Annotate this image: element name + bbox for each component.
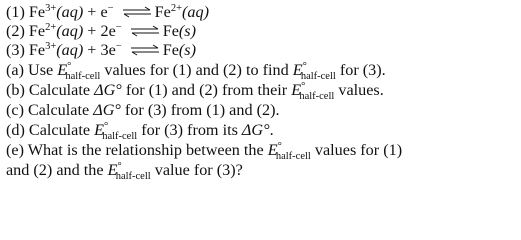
reactant-charge: 3+ — [45, 3, 57, 14]
part-b-text: for (1) and (2) from their — [121, 81, 292, 99]
half-cell-subscript: half-cell — [115, 171, 151, 182]
part-e-text: and (2) and the — [6, 161, 108, 179]
electrons: e — [100, 3, 108, 21]
potential-symbol: E — [267, 141, 278, 159]
part-d — [6, 121, 274, 142]
standard-degree: ° — [103, 121, 109, 132]
gibbs-symbol: ΔG° — [241, 121, 270, 139]
electrons: 2e — [100, 22, 116, 40]
standard-degree: ° — [277, 141, 282, 152]
reactant-species: Fe — [28, 3, 46, 21]
potential-symbol: E — [107, 161, 118, 179]
reaction-number: (3) — [6, 41, 25, 59]
reaction-2 — [6, 22, 196, 40]
equilibrium-arrow-icon — [122, 6, 152, 18]
electron-charge: − — [115, 41, 122, 52]
reactant-species: Fe — [28, 22, 46, 40]
reactant-phase: (aq) — [56, 22, 84, 40]
part-d-text: (d) Calculate — [6, 121, 95, 139]
half-cell-subscript: half-cell — [65, 71, 101, 82]
half-cell-subscript: half-cell — [300, 71, 336, 82]
standard-degree: ° — [67, 61, 72, 72]
reactant-phase: (aq) — [56, 41, 84, 59]
product-phase: (s) — [178, 41, 197, 59]
reactant-species: Fe — [28, 41, 46, 59]
standard-degree: ° — [117, 161, 122, 172]
half-cell-subscript: half-cell — [275, 151, 311, 162]
potential-symbol: E — [94, 121, 104, 139]
part-a-text: (a) Use — [6, 61, 58, 79]
part-b-text: (b) Calculate — [6, 81, 95, 99]
part-a-text: values for (1) and (2) to find — [100, 61, 293, 79]
standard-degree: ° — [302, 61, 307, 72]
part-e-text: values for (1) — [310, 141, 403, 159]
reaction-number: (1) — [6, 3, 25, 21]
plus-sign: + — [87, 41, 97, 59]
gibbs-symbol: ΔG° — [94, 81, 122, 99]
potential-symbol: E — [292, 61, 303, 79]
product-species: Fe — [154, 3, 171, 21]
reactant-charge: 3+ — [45, 41, 57, 52]
part-c — [6, 101, 280, 119]
reaction-number: (2) — [6, 22, 25, 40]
equilibrium-arrow-icon — [130, 44, 160, 56]
part-e-text: (e) What is the relationship between the — [6, 141, 268, 159]
reaction-3 — [6, 41, 196, 59]
part-d-text: . — [269, 121, 274, 139]
electron-charge: − — [107, 3, 114, 14]
potential-symbol: E — [57, 61, 68, 79]
equilibrium-arrow-icon — [130, 25, 160, 37]
product-phase: (aq) — [182, 3, 209, 21]
part-e-line-1 — [6, 141, 403, 162]
product-species: Fe — [162, 41, 179, 59]
product-charge: 2+ — [170, 3, 182, 14]
part-d-text: for (3) from its — [137, 121, 242, 139]
part-a-text: for (3). — [335, 61, 386, 79]
part-c-text: (c) Calculate — [6, 101, 94, 119]
reactant-phase: (aq) — [56, 3, 84, 21]
product-species: Fe — [162, 22, 179, 40]
part-b — [6, 81, 384, 102]
standard-degree: ° — [301, 81, 306, 92]
reactant-charge: 2+ — [45, 22, 57, 33]
half-cell-subscript: half-cell — [299, 91, 335, 102]
electrons: 3e — [100, 41, 116, 59]
electron-charge: − — [115, 22, 122, 33]
plus-sign: + — [87, 22, 97, 40]
part-e-line-2 — [6, 161, 243, 182]
product-phase: (s) — [178, 22, 197, 40]
gibbs-symbol: ΔG° — [93, 101, 121, 119]
part-b-text: values. — [334, 81, 384, 99]
reaction-1 — [6, 3, 209, 21]
half-cell-subscript: half-cell — [102, 131, 138, 142]
part-a — [6, 61, 386, 82]
part-c-text: for (3) from (1) and (2). — [120, 101, 280, 119]
potential-symbol: E — [291, 81, 302, 99]
plus-sign: + — [87, 3, 97, 21]
part-e-text: value for (3)? — [150, 161, 243, 179]
